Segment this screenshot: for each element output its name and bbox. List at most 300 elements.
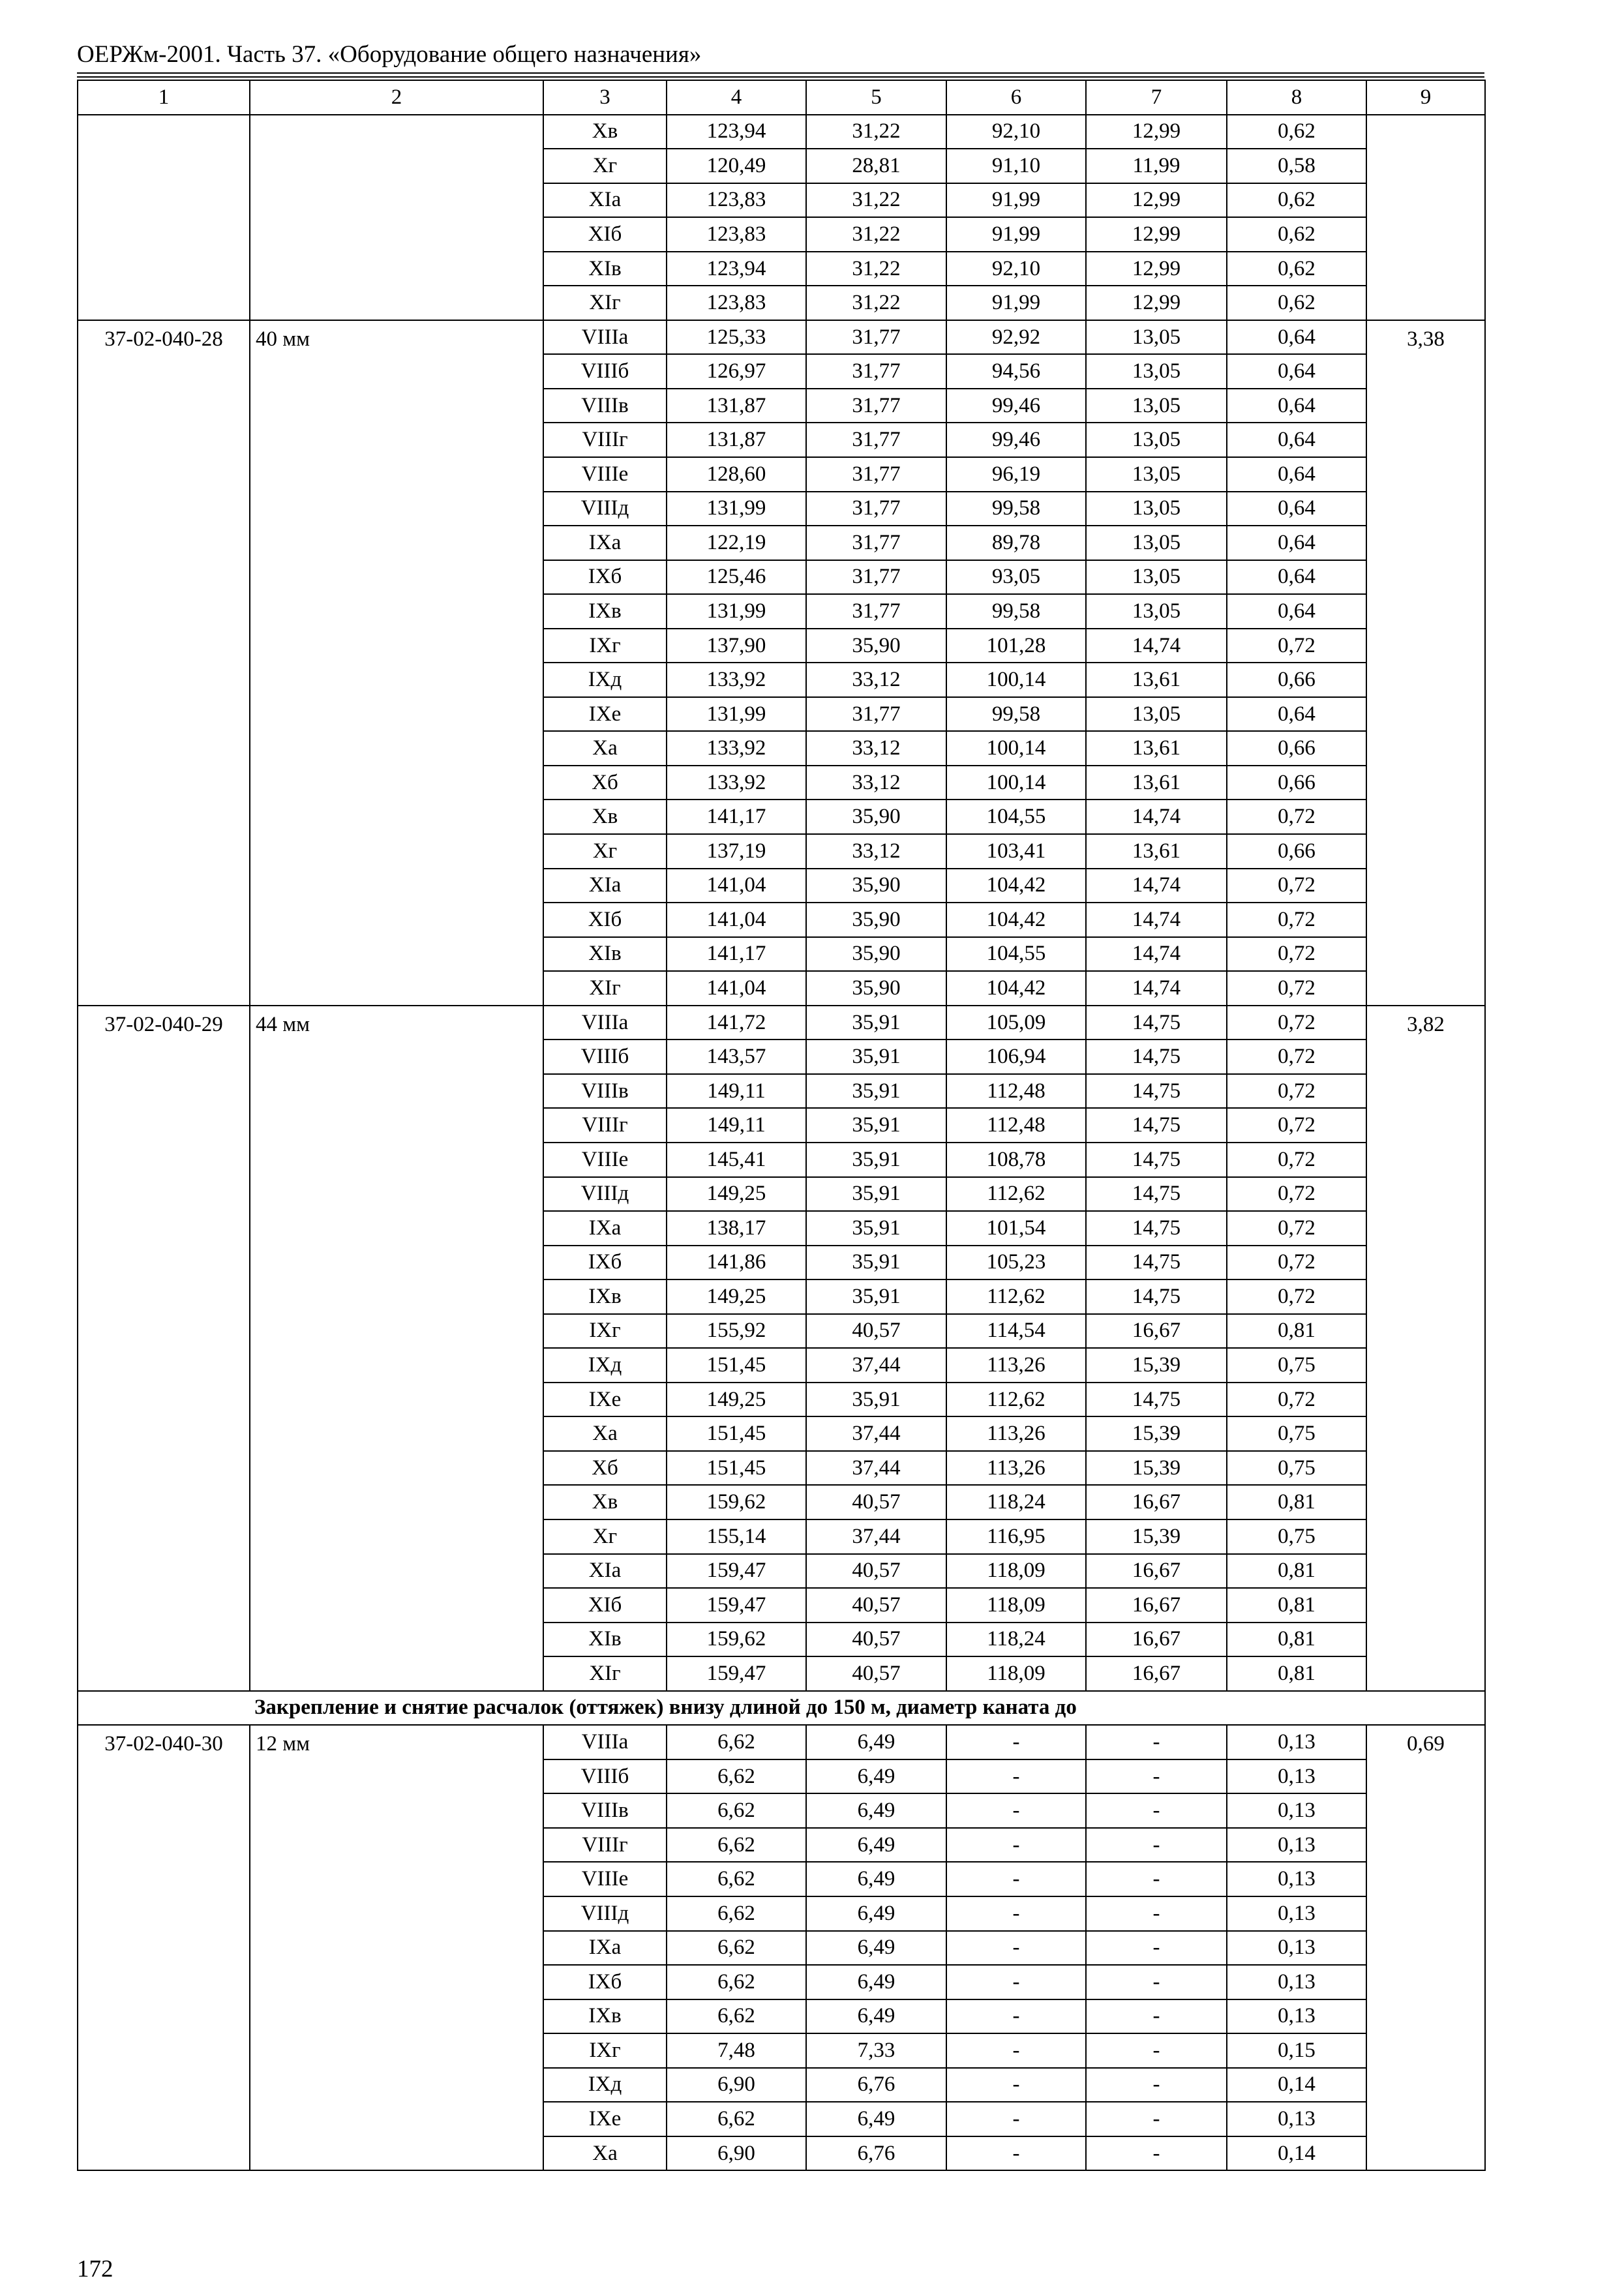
- col-labor-wages: 31,77: [806, 560, 946, 595]
- section-heading-row: [78, 1691, 1485, 1726]
- col-zone: Xб: [543, 1451, 667, 1486]
- col-labor-wages: 6,49: [806, 1931, 946, 1966]
- col-materials: 0,13: [1227, 1725, 1366, 1759]
- col-machinist-wages: 14,75: [1086, 1040, 1227, 1074]
- col-labor-wages: 40,57: [806, 1314, 946, 1349]
- table-row: [78, 115, 1485, 149]
- col-zone: IXг: [543, 1314, 667, 1349]
- col-labor-wages: 35,91: [806, 1143, 946, 1177]
- col-machinist-wages: 13,05: [1086, 492, 1227, 526]
- col-zone: IXд: [543, 663, 667, 697]
- col-machine-operation: 113,26: [946, 1416, 1086, 1451]
- col-total-cost: 131,99: [667, 697, 806, 732]
- col-machine-operation: 89,78: [946, 526, 1086, 560]
- col-materials: 0,64: [1227, 354, 1366, 389]
- col-labor-wages: 6,49: [806, 1999, 946, 2034]
- col-machinist-wages: 14,74: [1086, 869, 1227, 903]
- col-materials: 0,14: [1227, 2068, 1366, 2102]
- col-zone: IXа: [543, 1211, 667, 1246]
- col-labor-wages: 35,91: [806, 1074, 946, 1109]
- col-machine-operation: 99,46: [946, 389, 1086, 423]
- col-total-cost: 133,92: [667, 731, 806, 766]
- col-machinist-wages: 16,67: [1086, 1656, 1227, 1691]
- col-materials: 0,72: [1227, 1040, 1366, 1074]
- col-total-cost: 125,33: [667, 320, 806, 355]
- col-materials: 0,81: [1227, 1554, 1366, 1589]
- col-zone: Xа: [543, 2136, 667, 2171]
- section-heading: Закрепление и снятие расчалок (оттяжек) внизу длиной до 150 м, диаметр каната до: [78, 1691, 1485, 1726]
- col-materials: 0,81: [1227, 1656, 1366, 1691]
- col-machine-operation: 112,62: [946, 1177, 1086, 1212]
- col-materials: 0,75: [1227, 1519, 1366, 1554]
- col-total-cost: 141,04: [667, 971, 806, 1006]
- col-labor-wages: 31,22: [806, 252, 946, 286]
- col-machinist-wages: 14,75: [1086, 1177, 1227, 1212]
- col-machinist-wages: 14,75: [1086, 1246, 1227, 1280]
- col-labor-wages: 40,57: [806, 1623, 946, 1657]
- col-zone: VIIIд: [543, 1896, 667, 1931]
- col-labor-wages: 40,57: [806, 1656, 946, 1691]
- col-machinist-wages: -: [1086, 1862, 1227, 1896]
- col-machinist-wages: 13,61: [1086, 834, 1227, 869]
- col-machine-operation: 106,94: [946, 1040, 1086, 1074]
- col-total-cost: 6,62: [667, 1725, 806, 1759]
- col-materials: 0,13: [1227, 1828, 1366, 1863]
- col-zone: XIг: [543, 1656, 667, 1691]
- col-materials: 0,66: [1227, 663, 1366, 697]
- col-materials: 0,72: [1227, 1279, 1366, 1314]
- col-machine-operation: 112,48: [946, 1074, 1086, 1109]
- col-machine-operation: 104,55: [946, 937, 1086, 972]
- col-materials: 0,64: [1227, 389, 1366, 423]
- col-total-cost: 6,62: [667, 1759, 806, 1794]
- col-materials: 0,64: [1227, 594, 1366, 629]
- col-zone: VIIIв: [543, 1074, 667, 1109]
- col-total-cost: 155,92: [667, 1314, 806, 1349]
- col-materials: 0,81: [1227, 1314, 1366, 1349]
- col-machine-operation: 101,54: [946, 1211, 1086, 1246]
- col-machine-operation: -: [946, 1931, 1086, 1966]
- col-labor-wages: 35,91: [806, 1006, 946, 1040]
- col-machinist-wages: -: [1086, 2033, 1227, 2068]
- labor-norm: 0,69: [1366, 1725, 1485, 2170]
- col-zone: IXа: [543, 1931, 667, 1966]
- table-row: [78, 320, 1485, 355]
- col-materials: 0,62: [1227, 217, 1366, 252]
- item-name: 40 мм: [250, 320, 543, 1006]
- col-total-cost: 126,97: [667, 354, 806, 389]
- col-total-cost: 141,17: [667, 800, 806, 834]
- col-labor-wages: 28,81: [806, 149, 946, 183]
- col-machine-operation: 92,10: [946, 252, 1086, 286]
- col-labor-wages: 31,77: [806, 526, 946, 560]
- col-labor-wages: 40,57: [806, 1588, 946, 1623]
- col-zone: XIа: [543, 869, 667, 903]
- col-materials: 0,64: [1227, 457, 1366, 492]
- col-labor-wages: 33,12: [806, 731, 946, 766]
- col-total-cost: 6,62: [667, 2102, 806, 2136]
- col-machinist-wages: 12,99: [1086, 183, 1227, 218]
- col-machine-operation: -: [946, 2068, 1086, 2102]
- col-total-cost: 149,25: [667, 1279, 806, 1314]
- col-machinist-wages: 13,05: [1086, 594, 1227, 629]
- col-total-cost: 6,62: [667, 1931, 806, 1966]
- col-labor-wages: 35,90: [806, 971, 946, 1006]
- col-materials: 0,13: [1227, 1759, 1366, 1794]
- column-number-8: 8: [1227, 80, 1366, 115]
- col-machinist-wages: -: [1086, 1965, 1227, 1999]
- col-labor-wages: 40,57: [806, 1485, 946, 1519]
- col-total-cost: 141,04: [667, 869, 806, 903]
- col-machine-operation: 104,42: [946, 869, 1086, 903]
- col-zone: IXе: [543, 697, 667, 732]
- col-machine-operation: 113,26: [946, 1451, 1086, 1486]
- col-machine-operation: 91,99: [946, 217, 1086, 252]
- col-machinist-wages: -: [1086, 1896, 1227, 1931]
- col-total-cost: 137,90: [667, 629, 806, 663]
- col-materials: 0,62: [1227, 286, 1366, 320]
- col-labor-wages: 31,77: [806, 320, 946, 355]
- col-machinist-wages: -: [1086, 2068, 1227, 2102]
- col-labor-wages: 35,90: [806, 869, 946, 903]
- col-materials: 0,64: [1227, 526, 1366, 560]
- col-labor-wages: 31,77: [806, 423, 946, 457]
- col-total-cost: 123,94: [667, 252, 806, 286]
- col-machine-operation: 92,10: [946, 115, 1086, 149]
- col-labor-wages: 35,91: [806, 1279, 946, 1314]
- col-machine-operation: 100,14: [946, 766, 1086, 800]
- col-machine-operation: -: [946, 1999, 1086, 2034]
- col-zone: Xв: [543, 115, 667, 149]
- col-zone: VIIIг: [543, 1108, 667, 1143]
- col-total-cost: 7,48: [667, 2033, 806, 2068]
- col-total-cost: 125,46: [667, 560, 806, 595]
- col-labor-wages: 37,44: [806, 1519, 946, 1554]
- col-materials: 0,72: [1227, 1211, 1366, 1246]
- col-machinist-wages: 15,39: [1086, 1416, 1227, 1451]
- col-machinist-wages: 13,05: [1086, 526, 1227, 560]
- col-zone: IXб: [543, 1246, 667, 1280]
- col-machinist-wages: 15,39: [1086, 1451, 1227, 1486]
- col-labor-wages: 35,91: [806, 1211, 946, 1246]
- col-materials: 0,66: [1227, 834, 1366, 869]
- col-machinist-wages: -: [1086, 1828, 1227, 1863]
- col-zone: VIIIе: [543, 457, 667, 492]
- col-zone: VIIIб: [543, 354, 667, 389]
- col-zone: Xа: [543, 1416, 667, 1451]
- col-zone: VIIIв: [543, 389, 667, 423]
- col-labor-wages: 6,49: [806, 1862, 946, 1896]
- col-machinist-wages: 16,67: [1086, 1588, 1227, 1623]
- col-zone: VIIIд: [543, 1177, 667, 1212]
- col-machine-operation: -: [946, 1725, 1086, 1759]
- col-materials: 0,13: [1227, 1896, 1366, 1931]
- col-zone: Xб: [543, 766, 667, 800]
- col-machinist-wages: 16,67: [1086, 1554, 1227, 1589]
- col-zone: XIг: [543, 286, 667, 320]
- col-materials: 0,72: [1227, 1383, 1366, 1417]
- col-machinist-wages: 14,75: [1086, 1006, 1227, 1040]
- col-total-cost: 159,47: [667, 1656, 806, 1691]
- col-zone: VIIIг: [543, 423, 667, 457]
- col-materials: 0,62: [1227, 252, 1366, 286]
- col-materials: 0,72: [1227, 800, 1366, 834]
- col-materials: 0,72: [1227, 1108, 1366, 1143]
- col-total-cost: 120,49: [667, 149, 806, 183]
- page-header-title: ОЕРЖм-2001. Часть 37. «Оборудование общего назначения»: [77, 41, 702, 68]
- col-labor-wages: 31,22: [806, 217, 946, 252]
- labor-norm: 3,38: [1366, 320, 1485, 1006]
- item-name: 12 мм: [250, 1725, 543, 2170]
- col-machine-operation: 104,42: [946, 903, 1086, 937]
- col-machine-operation: 118,09: [946, 1554, 1086, 1589]
- col-materials: 0,72: [1227, 1006, 1366, 1040]
- col-machine-operation: 103,41: [946, 834, 1086, 869]
- col-machine-operation: 99,58: [946, 594, 1086, 629]
- col-labor-wages: 35,90: [806, 629, 946, 663]
- col-total-cost: 151,45: [667, 1416, 806, 1451]
- col-zone: XIб: [543, 1588, 667, 1623]
- col-zone: IXд: [543, 1348, 667, 1383]
- col-zone: IXв: [543, 1279, 667, 1314]
- col-zone: XIв: [543, 252, 667, 286]
- col-zone: Xг: [543, 834, 667, 869]
- col-materials: 0,81: [1227, 1588, 1366, 1623]
- col-labor-wages: 31,77: [806, 492, 946, 526]
- col-total-cost: 6,90: [667, 2136, 806, 2171]
- col-machinist-wages: 12,99: [1086, 115, 1227, 149]
- col-zone: IXв: [543, 594, 667, 629]
- col-labor-wages: 37,44: [806, 1416, 946, 1451]
- col-machinist-wages: 13,05: [1086, 697, 1227, 732]
- col-machinist-wages: 12,99: [1086, 252, 1227, 286]
- col-machinist-wages: 14,75: [1086, 1074, 1227, 1109]
- table-row: [78, 1725, 1485, 1759]
- col-machine-operation: -: [946, 1896, 1086, 1931]
- col-labor-wages: 35,90: [806, 800, 946, 834]
- col-machinist-wages: 13,61: [1086, 766, 1227, 800]
- col-materials: 0,72: [1227, 629, 1366, 663]
- col-zone: XIв: [543, 937, 667, 972]
- col-zone: VIIIа: [543, 1725, 667, 1759]
- table-row: [78, 1006, 1485, 1040]
- col-machinist-wages: 14,74: [1086, 629, 1227, 663]
- col-machinist-wages: 12,99: [1086, 286, 1227, 320]
- col-labor-wages: 35,91: [806, 1040, 946, 1074]
- col-labor-wages: 31,22: [806, 286, 946, 320]
- col-materials: 0,72: [1227, 937, 1366, 972]
- col-zone: Xг: [543, 149, 667, 183]
- col-total-cost: 133,92: [667, 663, 806, 697]
- col-total-cost: 133,92: [667, 766, 806, 800]
- col-machine-operation: 93,05: [946, 560, 1086, 595]
- col-machinist-wages: 14,75: [1086, 1108, 1227, 1143]
- col-zone: XIг: [543, 971, 667, 1006]
- col-machine-operation: 112,62: [946, 1383, 1086, 1417]
- col-zone: VIIIе: [543, 1862, 667, 1896]
- col-machine-operation: -: [946, 2136, 1086, 2171]
- col-total-cost: 6,62: [667, 1896, 806, 1931]
- col-zone: VIIIв: [543, 1793, 667, 1828]
- col-materials: 0,14: [1227, 2136, 1366, 2171]
- col-total-cost: 122,19: [667, 526, 806, 560]
- col-machinist-wages: 11,99: [1086, 149, 1227, 183]
- col-labor-wages: 6,49: [806, 1896, 946, 1931]
- col-total-cost: 149,11: [667, 1108, 806, 1143]
- col-total-cost: 123,83: [667, 217, 806, 252]
- col-machine-operation: 112,48: [946, 1108, 1086, 1143]
- col-machine-operation: 94,56: [946, 354, 1086, 389]
- col-machine-operation: 116,95: [946, 1519, 1086, 1554]
- col-materials: 0,66: [1227, 731, 1366, 766]
- col-total-cost: 138,17: [667, 1211, 806, 1246]
- col-materials: 0,75: [1227, 1416, 1366, 1451]
- column-number-2: 2: [250, 80, 543, 115]
- col-labor-wages: 6,76: [806, 2136, 946, 2171]
- col-machine-operation: 105,23: [946, 1246, 1086, 1280]
- col-machinist-wages: -: [1086, 1725, 1227, 1759]
- col-machine-operation: 100,14: [946, 731, 1086, 766]
- col-zone: VIIIг: [543, 1828, 667, 1863]
- col-materials: 0,13: [1227, 1965, 1366, 1999]
- item-name: 44 мм: [250, 1006, 543, 1691]
- col-labor-wages: 35,91: [806, 1246, 946, 1280]
- col-machinist-wages: 13,05: [1086, 457, 1227, 492]
- col-machine-operation: 96,19: [946, 457, 1086, 492]
- col-total-cost: 149,11: [667, 1074, 806, 1109]
- col-zone: Xг: [543, 1519, 667, 1554]
- column-number-9: 9: [1366, 80, 1485, 115]
- page-number: 172: [77, 2256, 113, 2282]
- col-machine-operation: 112,62: [946, 1279, 1086, 1314]
- col-machine-operation: 105,09: [946, 1006, 1086, 1040]
- column-number-3: 3: [543, 80, 667, 115]
- col-materials: 0,81: [1227, 1623, 1366, 1657]
- col-zone: VIIIа: [543, 1006, 667, 1040]
- col-materials: 0,64: [1227, 492, 1366, 526]
- col-zone: IXе: [543, 1383, 667, 1417]
- col-zone: IXб: [543, 560, 667, 595]
- col-zone: IXб: [543, 1965, 667, 1999]
- col-machine-operation: -: [946, 1759, 1086, 1794]
- col-labor-wages: 37,44: [806, 1451, 946, 1486]
- item-code: 37-02-040-30: [78, 1725, 250, 2170]
- col-materials: 0,62: [1227, 183, 1366, 218]
- col-total-cost: 131,99: [667, 492, 806, 526]
- price-table: [77, 80, 1486, 2171]
- col-labor-wages: 6,49: [806, 1725, 946, 1759]
- col-materials: 0,66: [1227, 766, 1366, 800]
- col-machine-operation: -: [946, 1965, 1086, 1999]
- col-machine-operation: 92,92: [946, 320, 1086, 355]
- col-labor-wages: 40,57: [806, 1554, 946, 1589]
- col-labor-wages: 6,49: [806, 1793, 946, 1828]
- col-machinist-wages: 14,74: [1086, 971, 1227, 1006]
- col-materials: 0,72: [1227, 971, 1366, 1006]
- col-labor-wages: 7,33: [806, 2033, 946, 2068]
- col-machinist-wages: -: [1086, 1793, 1227, 1828]
- col-zone: VIIIд: [543, 492, 667, 526]
- col-machine-operation: 118,24: [946, 1623, 1086, 1657]
- col-zone: Xв: [543, 800, 667, 834]
- col-total-cost: 6,62: [667, 1828, 806, 1863]
- col-total-cost: 131,87: [667, 389, 806, 423]
- col-materials: 0,13: [1227, 2102, 1366, 2136]
- col-labor-wages: 6,76: [806, 2068, 946, 2102]
- col-labor-wages: 31,77: [806, 354, 946, 389]
- col-machinist-wages: 13,61: [1086, 731, 1227, 766]
- col-machine-operation: 100,14: [946, 663, 1086, 697]
- col-zone: VIIIб: [543, 1759, 667, 1794]
- col-machinist-wages: 16,67: [1086, 1623, 1227, 1657]
- col-total-cost: 159,62: [667, 1623, 806, 1657]
- col-machine-operation: 113,26: [946, 1348, 1086, 1383]
- col-total-cost: 123,83: [667, 286, 806, 320]
- column-number-1: 1: [78, 80, 250, 115]
- column-number-4: 4: [667, 80, 806, 115]
- col-machine-operation: -: [946, 1862, 1086, 1896]
- col-machinist-wages: 13,05: [1086, 389, 1227, 423]
- col-materials: 0,72: [1227, 869, 1366, 903]
- header-rule-bottom: [77, 76, 1484, 78]
- col-machinist-wages: 15,39: [1086, 1519, 1227, 1554]
- col-materials: 0,64: [1227, 423, 1366, 457]
- col-machinist-wages: -: [1086, 1759, 1227, 1794]
- col-labor-wages: 31,77: [806, 594, 946, 629]
- col-machinist-wages: -: [1086, 2136, 1227, 2171]
- col-machinist-wages: 12,99: [1086, 217, 1227, 252]
- col-machinist-wages: 14,75: [1086, 1143, 1227, 1177]
- col-total-cost: 145,41: [667, 1143, 806, 1177]
- col-machinist-wages: 14,74: [1086, 903, 1227, 937]
- col-machinist-wages: -: [1086, 1931, 1227, 1966]
- labor-norm: [1366, 115, 1485, 320]
- col-labor-wages: 6,49: [806, 1759, 946, 1794]
- col-labor-wages: 31,22: [806, 115, 946, 149]
- col-zone: VIIIа: [543, 320, 667, 355]
- col-labor-wages: 35,90: [806, 903, 946, 937]
- col-materials: 0,72: [1227, 1246, 1366, 1280]
- col-total-cost: 151,45: [667, 1348, 806, 1383]
- col-total-cost: 159,47: [667, 1554, 806, 1589]
- column-number-row: [78, 80, 1485, 115]
- col-total-cost: 131,99: [667, 594, 806, 629]
- col-machinist-wages: 16,67: [1086, 1314, 1227, 1349]
- col-machine-operation: 118,24: [946, 1485, 1086, 1519]
- col-total-cost: 141,72: [667, 1006, 806, 1040]
- col-materials: 0,72: [1227, 903, 1366, 937]
- col-machinist-wages: 13,05: [1086, 423, 1227, 457]
- col-machinist-wages: 13,05: [1086, 320, 1227, 355]
- col-machinist-wages: 13,05: [1086, 354, 1227, 389]
- col-materials: 0,13: [1227, 1862, 1366, 1896]
- col-materials: 0,13: [1227, 1999, 1366, 2034]
- col-total-cost: 141,86: [667, 1246, 806, 1280]
- labor-norm: 3,82: [1366, 1006, 1485, 1691]
- col-machine-operation: 114,54: [946, 1314, 1086, 1349]
- col-machine-operation: 91,99: [946, 183, 1086, 218]
- col-zone: IXв: [543, 1999, 667, 2034]
- col-materials: 0,13: [1227, 1793, 1366, 1828]
- col-labor-wages: 31,77: [806, 389, 946, 423]
- col-total-cost: 6,62: [667, 1793, 806, 1828]
- col-machinist-wages: 13,61: [1086, 663, 1227, 697]
- col-total-cost: 149,25: [667, 1177, 806, 1212]
- col-materials: 0,62: [1227, 115, 1366, 149]
- col-total-cost: 159,47: [667, 1588, 806, 1623]
- header-rule-top: [77, 72, 1484, 74]
- col-materials: 0,81: [1227, 1485, 1366, 1519]
